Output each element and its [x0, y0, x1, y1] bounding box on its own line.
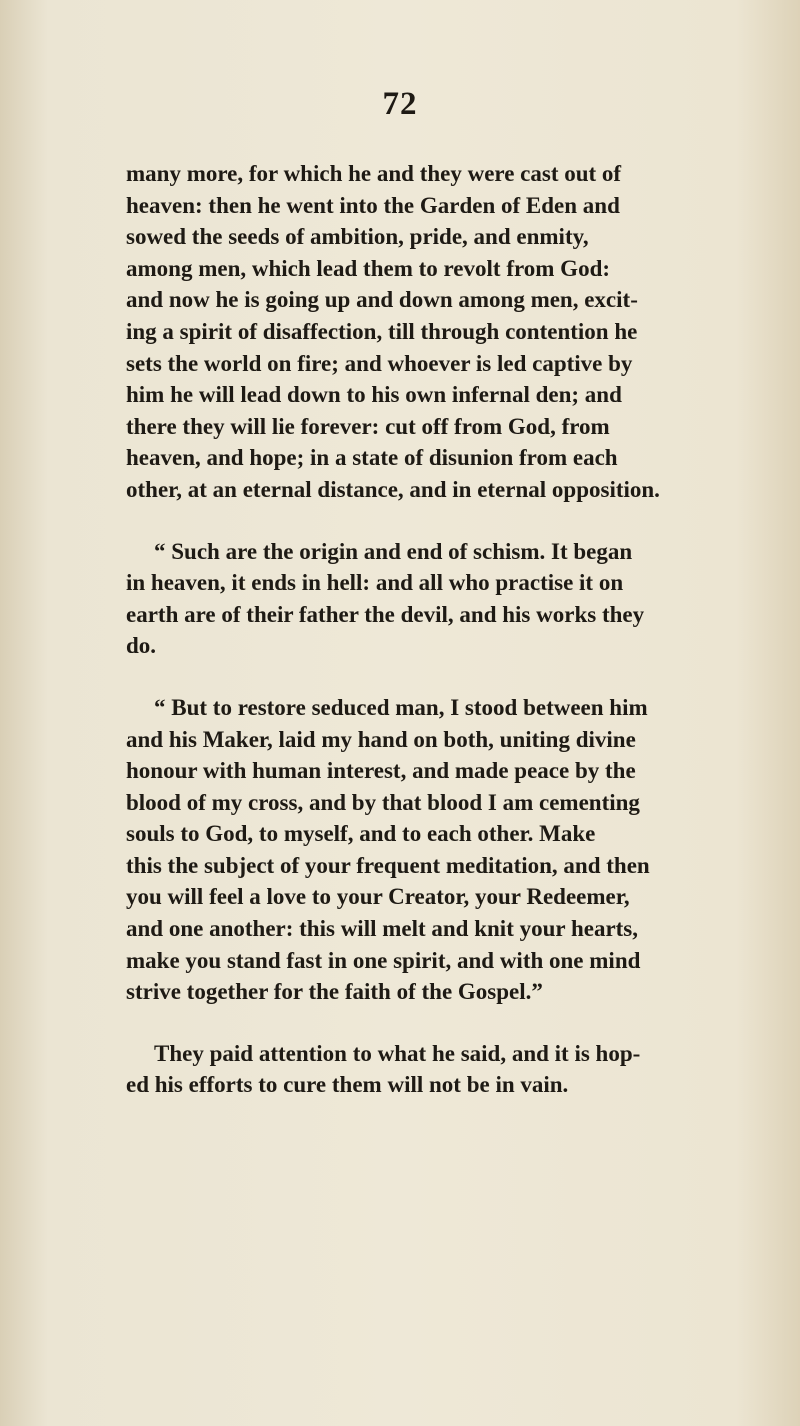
- text-line: in heaven, it ends in hell: and all who practise it on: [126, 570, 624, 596]
- text-line: and now he is going up and down among men, excit-: [126, 287, 638, 313]
- text-line: heaven, and hope; in a state of disunion from each: [126, 445, 618, 471]
- paragraph-1: [126, 158, 786, 506]
- paragraph-3: [126, 692, 786, 1008]
- text-line: They paid attention to what he said, and it is hop-: [154, 1040, 641, 1066]
- text-line: souls to God, to myself, and to each other. Make: [126, 821, 596, 847]
- text-line: many more, for which he and they were cast out of: [126, 161, 622, 186]
- text-line: strive together for the faith of the Gospel.”: [126, 979, 543, 1005]
- text-line: and his Maker, laid my hand on both, uniting divine: [126, 726, 636, 752]
- text-line: “ Such are the origin and end of schism. It began: [154, 538, 633, 564]
- text-line: ing a spirit of disaffection, till through contention he: [126, 318, 638, 344]
- text-line: him he will lead down to his own infernal den; and: [126, 382, 622, 408]
- text-line: other, at an eternal distance, and in eternal opposition.: [126, 476, 660, 502]
- text-line: honour with human interest, and made peace by the: [126, 758, 636, 784]
- text-line: make you stand fast in one spirit, and with one mind: [126, 947, 641, 973]
- text-line: there they will lie forever: cut off from God, from: [126, 413, 610, 439]
- text-line: heaven: then he went into the Garden of Eden and: [126, 192, 620, 218]
- text-line: and one another: this will melt and knit your hearts,: [126, 916, 639, 942]
- paragraph-2: [126, 536, 786, 662]
- paragraph-4: [126, 1038, 786, 1101]
- text-line: do.: [126, 633, 157, 659]
- text-line: this the subject of your frequent meditation, and then: [126, 852, 650, 878]
- text-line: sowed the seeds of ambition, pride, and enmity,: [126, 224, 589, 250]
- text-line: earth are of their father the devil, and his works they: [126, 601, 645, 627]
- text-line: sets the world on fire; and whoever is led captive by: [126, 350, 633, 376]
- text-line: “ But to restore seduced man, I stood between him: [154, 694, 648, 720]
- text-line: among men, which lead them to revolt from God:: [126, 255, 611, 281]
- text-line: you will feel a love to your Creator, your Redeemer,: [126, 884, 630, 910]
- text-line: blood of my cross, and by that blood I am cementing: [126, 789, 640, 815]
- text-line: ed his efforts to cure them will not be in vain.: [126, 1072, 569, 1098]
- page-body: [126, 158, 786, 1101]
- page-number: 72: [382, 86, 418, 122]
